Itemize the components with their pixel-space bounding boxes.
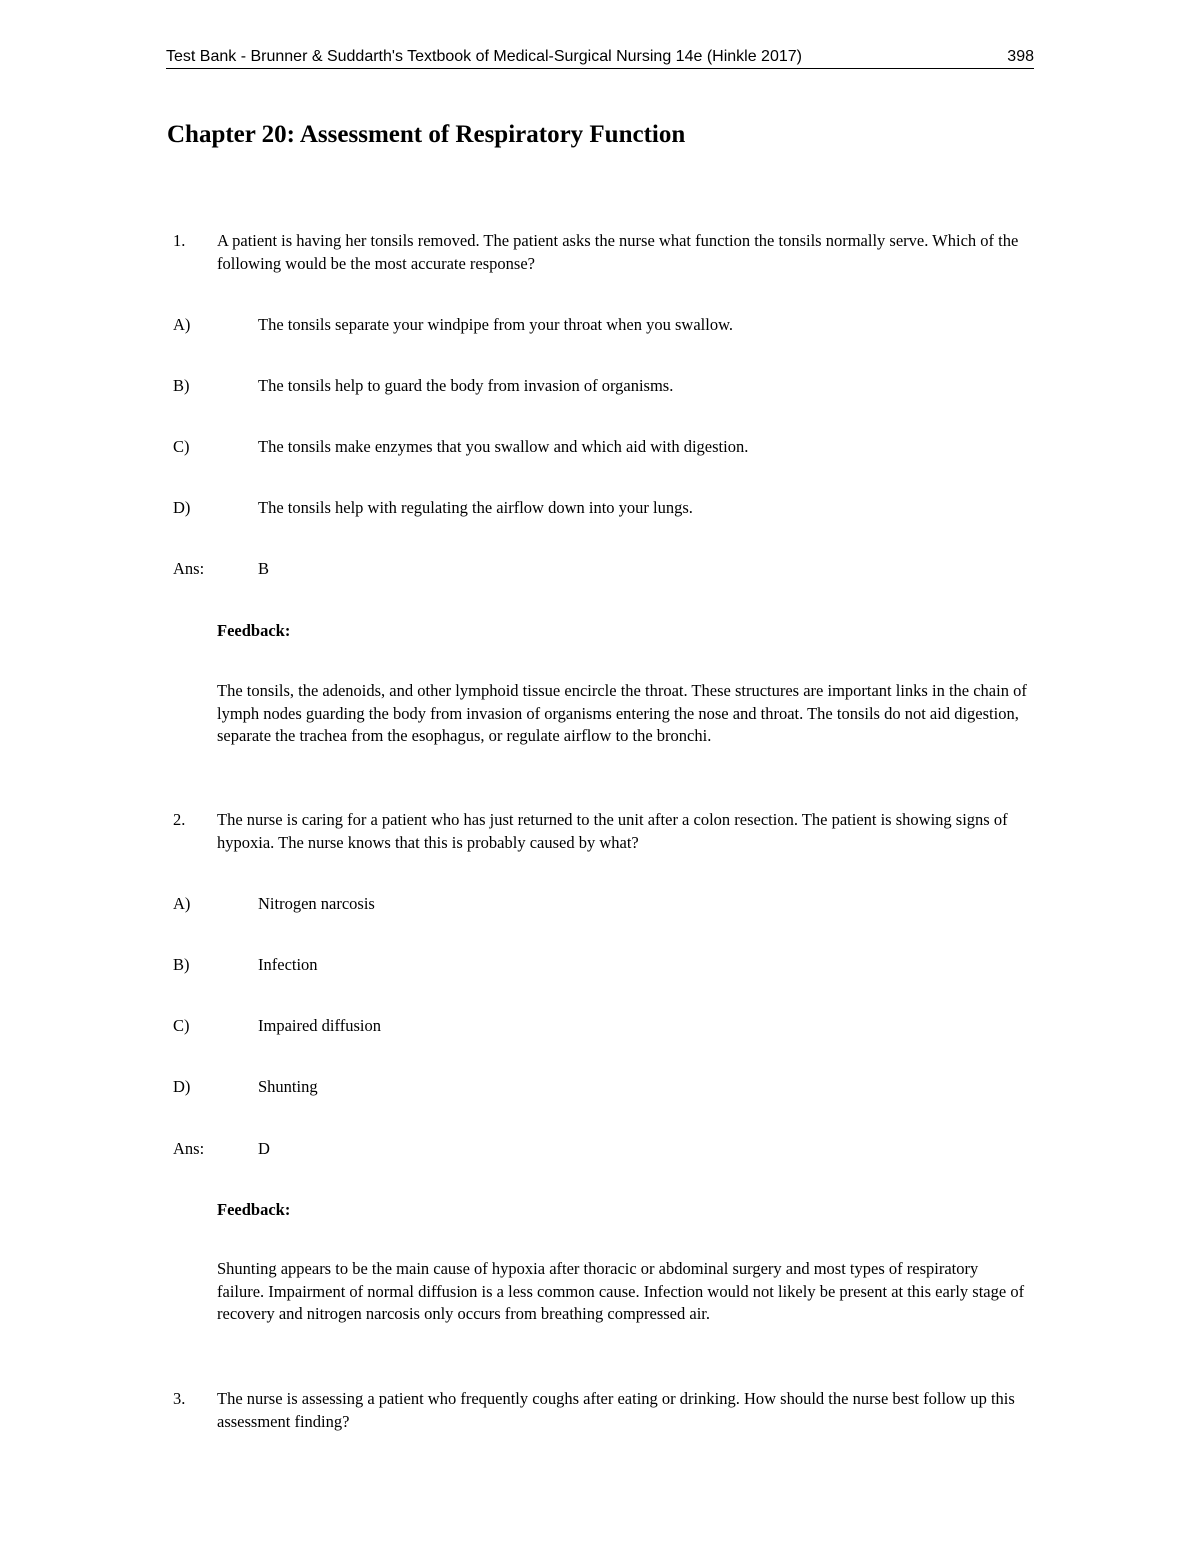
- question-number: 1.: [173, 231, 186, 250]
- page-number: 398: [1007, 48, 1034, 65]
- page-header: [166, 46, 1034, 69]
- option-letter: B): [173, 955, 190, 974]
- header-title: Test Bank - Brunner & Suddarth's Textbook of Medical-Surgical Nursing 14e (Hinkle 2017): [166, 48, 802, 65]
- option-text: The tonsils help with regulating the airflow down into your lungs.: [258, 498, 693, 517]
- option-letter: A): [173, 894, 191, 913]
- question-text: The nurse is caring for a patient who has just returned to the unit after a colon resection. The patient is showing signs of hypoxia. The nurse knows that this is probably caused by what?: [217, 810, 1008, 852]
- option-text: The tonsils make enzymes that you swallow and which aid with digestion.: [258, 437, 749, 456]
- answer-value: D: [258, 1139, 270, 1158]
- feedback-text: Shunting appears to be the main cause of hypoxia after thoracic or abdominal surgery and most types of respiratory failure. Impairment of normal diffusion is a less common cause. Infection would not likely be present at this early stage of recovery and nitrogen narcosis only occurs from breathing compressed air.: [217, 1259, 1025, 1323]
- option-text: Impaired diffusion: [258, 1016, 381, 1035]
- question-text: The nurse is assessing a patient who frequently coughs after eating or drinking. How should the nurse best follow up this assessment finding?: [217, 1389, 1015, 1431]
- option-letter: C): [173, 437, 190, 456]
- option-text: Infection: [258, 955, 318, 974]
- answer-label: Ans:: [173, 559, 205, 578]
- feedback-label: Feedback:: [217, 621, 291, 640]
- question-text: A patient is having her tonsils removed. The patient asks the nurse what function the tonsils normally serve. Which of the following would be the most accurate response?: [217, 231, 1019, 273]
- chapter-title: Chapter 20: Assessment of Respiratory Function: [167, 121, 686, 148]
- option-text: Shunting: [258, 1077, 318, 1096]
- option-letter: D): [173, 1077, 191, 1096]
- option-text: The tonsils separate your windpipe from your throat when you swallow.: [258, 315, 734, 334]
- feedback-text: The tonsils, the adenoids, and other lymphoid tissue encircle the throat. These structures are important links in the chain of lymph nodes guarding the body from invasion of organisms entering the nose and throat. The tonsils do not aid digestion, separate the trachea from the esophagus, or regulate airflow to the bronchi.: [217, 681, 1027, 745]
- question-number: 2.: [173, 810, 186, 829]
- option-letter: A): [173, 315, 191, 334]
- option-text: The tonsils help to guard the body from invasion of organisms.: [258, 376, 674, 395]
- option-letter: D): [173, 498, 191, 517]
- answer-value: B: [258, 559, 270, 578]
- option-letter: B): [173, 376, 190, 395]
- answer-label: Ans:: [173, 1139, 205, 1158]
- question-number: 3.: [173, 1389, 186, 1408]
- option-text: Nitrogen narcosis: [258, 894, 375, 913]
- option-letter: C): [173, 1016, 190, 1035]
- feedback-label: Feedback:: [217, 1200, 291, 1219]
